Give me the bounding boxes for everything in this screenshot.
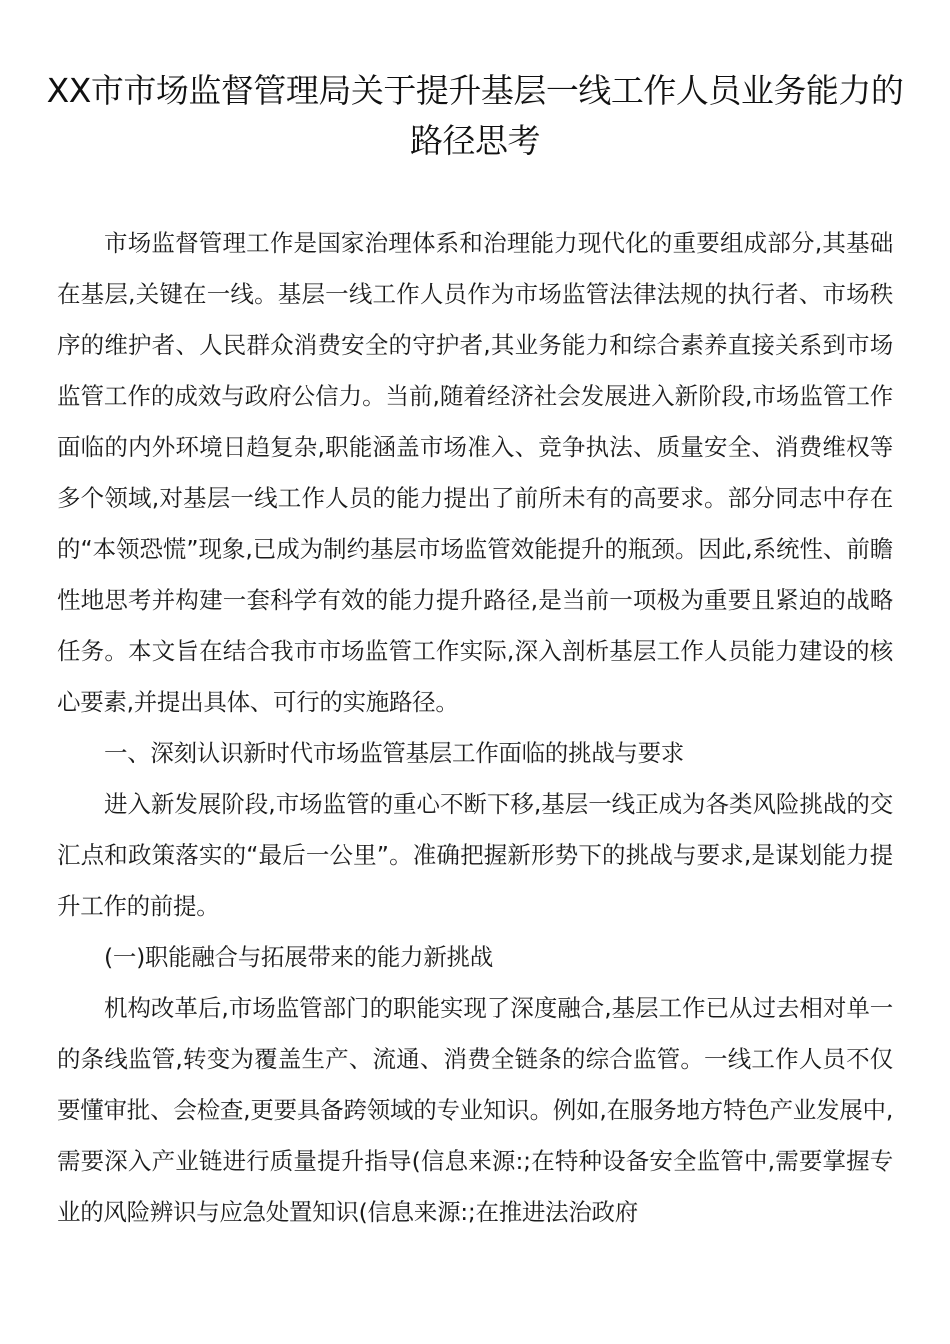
intro-paragraph: 市场监督管理工作是国家治理体系和治理能力现代化的重要组成部分,其基础在基层,关键在一线。基层一线工作人员作为市场监管法律法规的执行者、市场秩序的维护者、人民群众消费安全的守护者,其业务能力和综合素养直接关系到市场监管工作的成效与政府公信力。当前,随着经济社会发展进入新阶段,市场监管工作面临的内外环境日趋复杂,职能涵盖市场准入、竞争执法、质量安全、消费维权等多个领域,对基层一线工作人员的能力提出了前所未有的高要求。部分同志中存在的“本领恐慌”现象,已成为制约基层市场监管效能提升的瓶颈。因此,系统性、前瞻性地思考并构建一套科学有效的能力提升路径,是当前一项极为重要且紧迫的战略任务。本文旨在结合我市市场监管工作实际,深入剖析基层工作人员能力建设的核心要素,并提出具体、可行的实施路径。: [57, 229, 893, 716]
subsection-1-paragraph: 机构改革后,市场监管部门的职能实现了深度融合,基层工作已从过去相对单一的条线监管,转变为覆盖生产、流通、消费全链条的综合监管。一线工作人员不仅要懂审批、会检查,更要具备跨领域的专业知识。例如,在服务地方特色产业发展中,需要深入产业链进行质量提升指导(信息来源:;在特种设备安全监管中,需要掌握专业的风险辨识与应急处置知识(信息来源:;在推进法治政府: [57, 994, 893, 1226]
section-heading-1: 一、深刻认识新时代市场监管基层工作面临的挑战与要求: [104, 739, 684, 767]
subsection-heading-1: (一)职能融合与拓展带来的能力新挑战: [104, 943, 493, 971]
document-body: [57, 218, 893, 1238]
document-title: XX市市场监督管理局关于提升基层一线工作人员业务能力的路径思考: [46, 71, 904, 160]
section-1-paragraph: 进入新发展阶段,市场监管的重心不断下移,基层一线正成为各类风险挑战的交汇点和政策落实的“最后一公里”。准确把握新形势下的挑战与要求,是谋划能力提升工作的前提。: [57, 790, 893, 920]
